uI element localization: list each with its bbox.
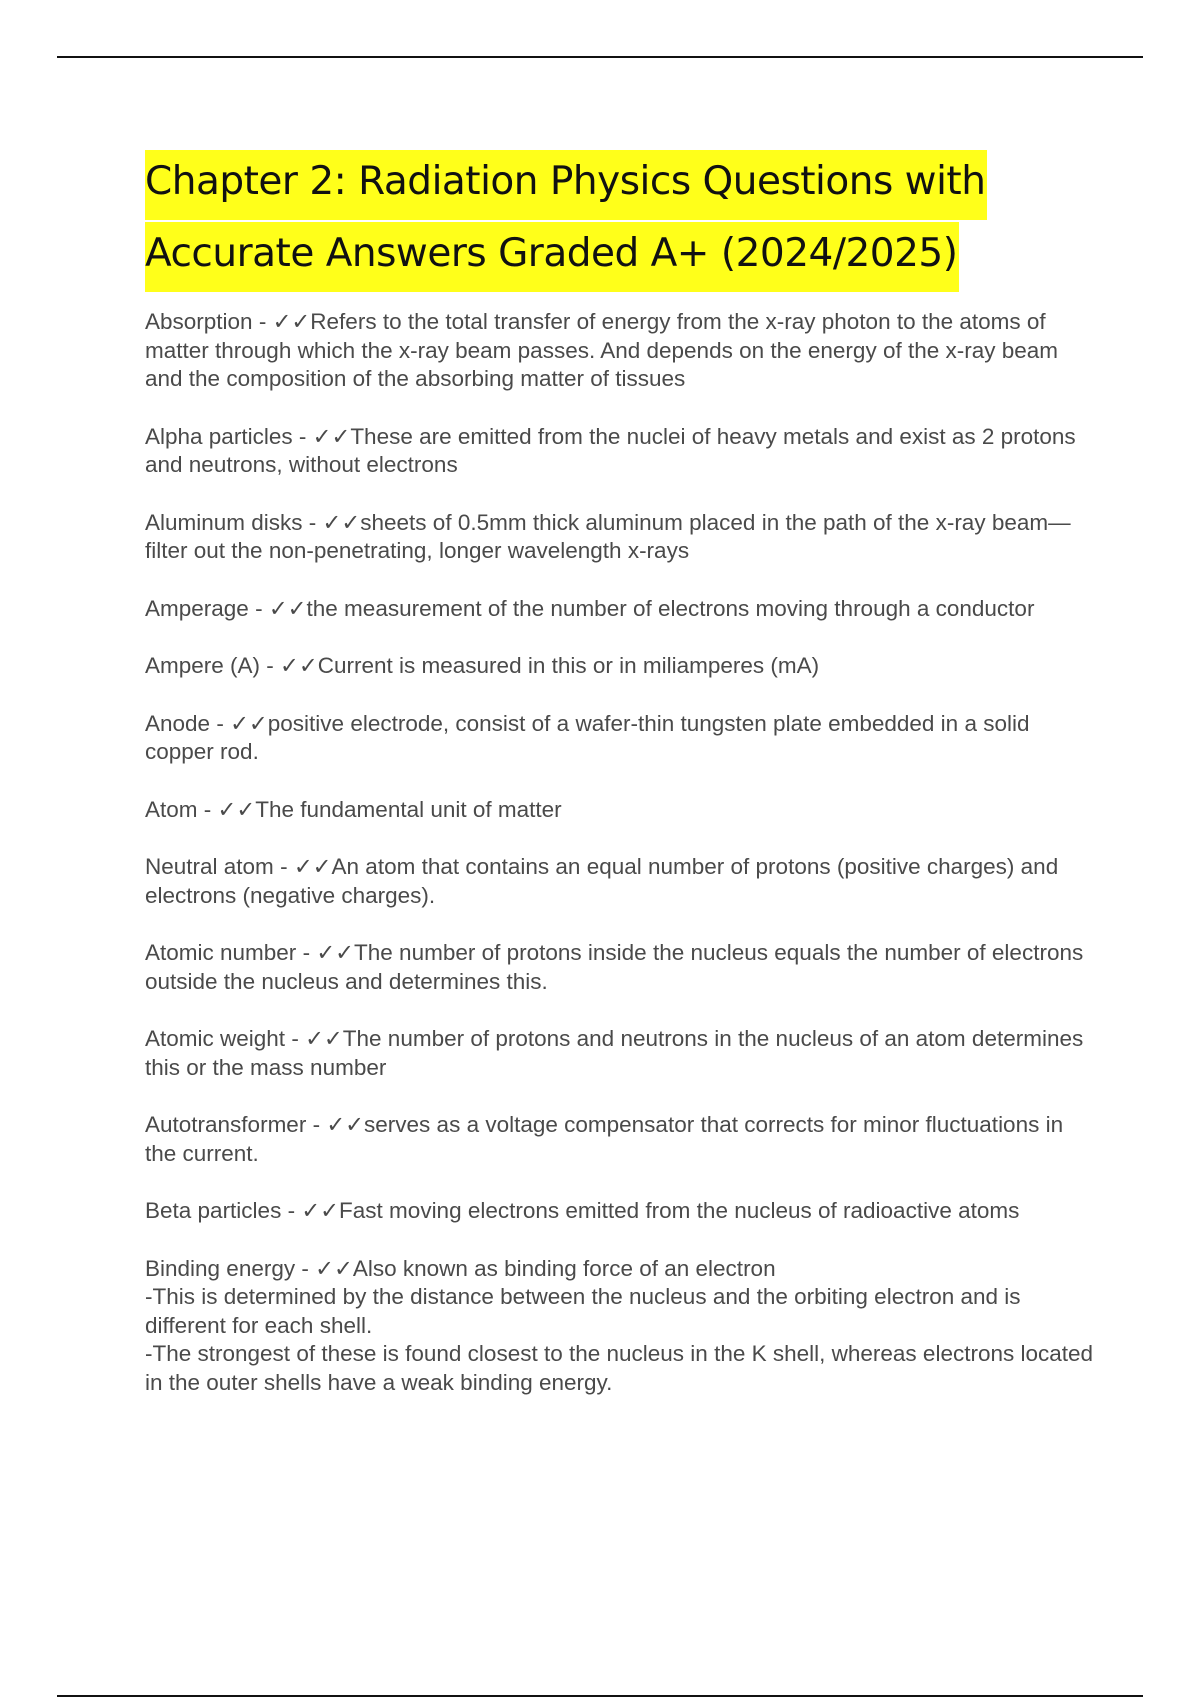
entry-definition: the measurement of the number of electrons moving through a conductor bbox=[306, 595, 1035, 621]
double-check-icon: ✓✓ bbox=[280, 653, 318, 678]
double-check-icon: ✓✓ bbox=[301, 1198, 340, 1223]
double-check-icon: ✓✓ bbox=[305, 1026, 343, 1051]
footer-rule bbox=[57, 1695, 1143, 1697]
entry-separator: - bbox=[210, 710, 231, 736]
entry-definition: sheets of 0.5mm thick aluminum placed in the path of the x-ray beam—filter out the non-penetrating, longer wavelength x-rays bbox=[145, 509, 1071, 563]
entry-term: Atomic number bbox=[145, 940, 297, 965]
entry-definition: The fundamental unit of matter bbox=[255, 796, 562, 822]
entry-term: Aluminum disks bbox=[145, 509, 303, 535]
title-line-1: Chapter 2: Radiation Physics Questions with bbox=[145, 150, 987, 220]
entry-term: Alpha particles bbox=[145, 423, 293, 449]
document-title bbox=[145, 146, 1095, 290]
header-rule bbox=[57, 56, 1143, 58]
entry-definition: The number of protons inside the nucleus equals the number of electrons outside the nucleus and determines this. bbox=[145, 940, 1084, 994]
entry-separator: - bbox=[273, 854, 294, 879]
double-check-icon: ✓✓ bbox=[326, 1112, 365, 1137]
glossary-entry bbox=[145, 423, 1095, 480]
entry-separator: - bbox=[306, 1112, 327, 1137]
entry-term: Amperage bbox=[145, 595, 249, 621]
entry-extra-line: -This is determined by the distance between the nucleus and the orbiting electron and is different for each shell. bbox=[145, 1284, 1021, 1338]
entry-extra-line: -The strongest of these is found closest to the nucleus in the K shell, whereas electrons located in the outer shells have a weak binding energy. bbox=[145, 1341, 1094, 1395]
entry-separator: - bbox=[295, 1255, 316, 1281]
entry-definition: positive electrode, consist of a wafer-thin tungsten plate embedded in a solid copper rod. bbox=[145, 710, 1030, 764]
entry-definition: The number of protons and neutrons in the nucleus of an atom determines this or the mass number bbox=[145, 1026, 1084, 1080]
entry-term: Neutral atom bbox=[145, 854, 274, 879]
glossary-entry bbox=[145, 796, 1095, 825]
double-check-icon: ✓✓ bbox=[315, 1255, 353, 1281]
document-body bbox=[145, 146, 1095, 1426]
double-check-icon: ✓✓ bbox=[217, 796, 256, 822]
glossary-entry bbox=[145, 308, 1095, 394]
entry-separator: - bbox=[197, 796, 218, 822]
entry-definition: Also known as binding force of an electron bbox=[352, 1255, 776, 1281]
glossary-entry bbox=[145, 1025, 1095, 1082]
entry-definition: Fast moving electrons emitted from the nucleus of radioactive atoms bbox=[339, 1198, 1020, 1223]
double-check-icon: ✓✓ bbox=[230, 710, 268, 736]
entry-term: Atom bbox=[145, 796, 198, 822]
entry-definition: These are emitted from the nuclei of heavy metals and exist as 2 protons and neutrons, without electrons bbox=[145, 423, 1076, 477]
double-check-icon: ✓✓ bbox=[268, 595, 307, 621]
entry-term: Autotransformer bbox=[145, 1112, 307, 1137]
entry-separator: - bbox=[285, 1026, 306, 1051]
glossary-entry bbox=[145, 939, 1095, 996]
glossary-entry bbox=[145, 710, 1095, 767]
entry-term: Ampere (A) bbox=[145, 653, 261, 678]
glossary-list bbox=[145, 308, 1095, 1397]
entry-term: Binding energy bbox=[145, 1255, 296, 1281]
entry-term: Anode bbox=[145, 710, 211, 736]
entry-separator: - bbox=[252, 309, 273, 334]
glossary-entry bbox=[145, 509, 1095, 566]
glossary-entry bbox=[145, 853, 1095, 910]
entry-separator: - bbox=[296, 940, 317, 965]
entry-separator: - bbox=[302, 509, 323, 535]
double-check-icon: ✓✓ bbox=[322, 509, 361, 535]
title-line-2: Accurate Answers Graded A+ (2024/2025) bbox=[145, 222, 959, 292]
entry-separator: - bbox=[260, 653, 281, 678]
glossary-entry bbox=[145, 1111, 1095, 1168]
entry-term: Beta particles bbox=[145, 1198, 282, 1223]
double-check-icon: ✓✓ bbox=[316, 940, 355, 965]
entry-definition: An atom that contains an equal number of protons (positive charges) and electrons (negative charges). bbox=[145, 854, 1059, 908]
glossary-entry bbox=[145, 652, 1095, 681]
entry-separator: - bbox=[248, 595, 269, 621]
double-check-icon: ✓✓ bbox=[293, 854, 332, 879]
entry-separator: - bbox=[281, 1198, 302, 1223]
entry-definition: Current is measured in this or in miliamperes (mA) bbox=[317, 653, 820, 678]
glossary-entry bbox=[145, 1197, 1095, 1226]
entry-separator: - bbox=[292, 423, 313, 449]
entry-definition: serves as a voltage compensator that corrects for minor fluctuations in the current. bbox=[145, 1112, 1064, 1166]
entry-term: Absorption bbox=[145, 309, 253, 334]
entry-term: Atomic weight bbox=[145, 1026, 286, 1051]
entry-definition: Refers to the total transfer of energy from the x-ray photon to the atoms of matter through which the x-ray beam passes. And depends on the energy of the x-ray beam and the composition of the absorbing matter of tissues bbox=[145, 309, 1059, 391]
glossary-entry bbox=[145, 595, 1095, 624]
double-check-icon: ✓✓ bbox=[312, 423, 351, 449]
glossary-entry bbox=[145, 1255, 1095, 1398]
double-check-icon: ✓✓ bbox=[272, 309, 311, 334]
